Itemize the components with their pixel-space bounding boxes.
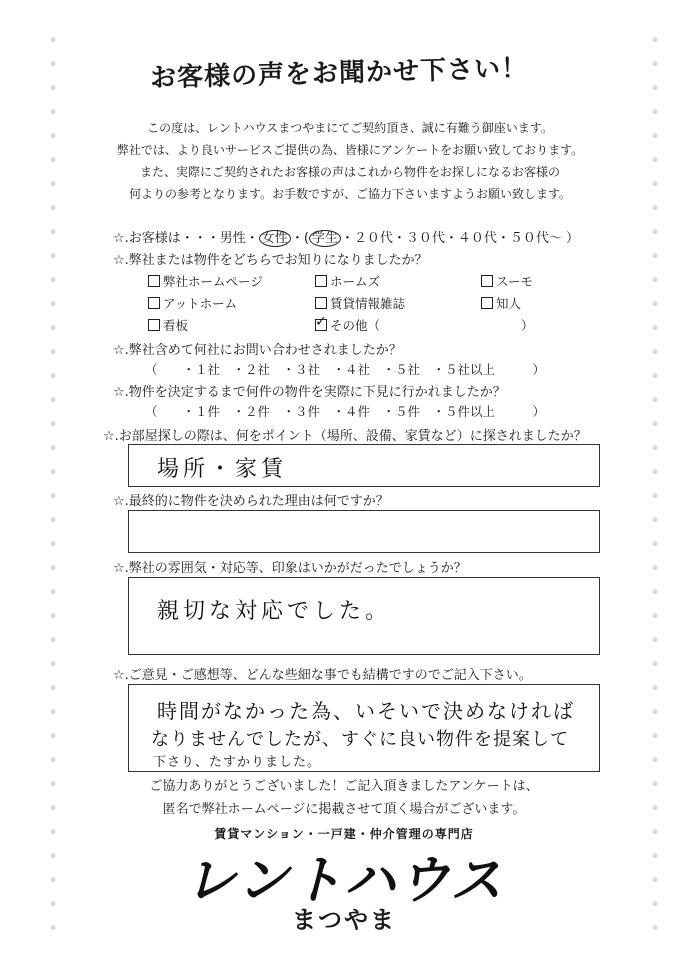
question-how-found: ☆.弊社または物件をどちらでお知りになりましたか？ <box>113 253 428 268</box>
option-suumo[interactable] <box>481 272 533 290</box>
company-tagline: 賃貸マンション・一戸建・仲介管理の専門店 <box>214 827 474 841</box>
footer-notice: 匿名で弊社ホームページに掲載させて頂く場合がございます。 <box>162 802 526 817</box>
checkbox[interactable] <box>148 275 160 287</box>
intro-text <box>100 117 600 205</box>
option-label: 賃貸情報雑誌 <box>330 296 406 311</box>
intro-line: また、実際にご契約されたお客様の声はこれから物件をお探しになるお客様の <box>139 165 560 179</box>
how-found-options <box>148 272 568 342</box>
q1-student-circled[interactable]: 学生 <box>309 230 341 247</box>
option-label: アットホーム <box>163 296 238 311</box>
search-points-answer: 場所・家賃 <box>157 457 288 482</box>
option-homes[interactable] <box>315 272 380 290</box>
option-label: 看板 <box>163 318 189 333</box>
option-other[interactable] <box>315 316 380 334</box>
viewing-count-choices[interactable]: （ ・１件 ・２件 ・３件 ・４件 ・５件 ・５件以上 ） <box>145 404 546 419</box>
option-other-close: ） <box>521 318 534 333</box>
question-comments: ☆.ご意見・ご感想等、どんな些細な事でも結構ですのでご記入下さい。 <box>113 668 532 683</box>
option-acquaintance[interactable] <box>481 294 521 312</box>
company-logo-sub: まつやま <box>292 906 396 934</box>
company-logo: レントハウス <box>183 851 505 911</box>
q1-rest: ・２０代・３０代・４０代・５０代～ ） <box>340 231 580 246</box>
impression-answer-box[interactable] <box>128 577 600 655</box>
option-label: 弊社ホームページ <box>163 274 263 289</box>
question-viewing-count: ☆.物件を決定するまで何件の物件を実際に下見に行かれましたか？ <box>113 385 506 400</box>
intro-line: この度は、レントハウスまつやまにてご契約頂き、誠に有難う御座います。 <box>147 121 553 135</box>
checkbox[interactable] <box>481 275 493 287</box>
question-customer-profile <box>113 227 579 246</box>
search-points-answer-box[interactable] <box>128 444 600 487</box>
q1-female-circled[interactable]: 女性 <box>259 230 291 247</box>
comments-answer-line: 下さり、たすかりました。 <box>153 755 322 770</box>
option-label: その他（ <box>330 318 381 333</box>
option-athome[interactable] <box>148 294 237 312</box>
page-title: お客様の声をお聞かせ下さい！ <box>149 53 529 94</box>
option-signboard[interactable] <box>148 316 188 334</box>
checkbox[interactable] <box>148 319 160 331</box>
q1-prefix: ☆.お客様は・・・男性・ <box>113 231 259 246</box>
comments-answer-line: 時間がなかった為、いそいで決めなければ <box>157 699 575 723</box>
intro-line: 弊社では、より良いサービスご提供の為、皆様にアンケートをお願い致しております。 <box>116 143 584 157</box>
option-rental-magazine[interactable] <box>315 294 405 312</box>
comments-answer-line: なりませんでしたが、すぐに良い物件を提案して <box>151 729 569 750</box>
inquiry-count-choices[interactable]: （ ・１社 ・２社 ・３社 ・４社 ・５社 ・５社以上 ） <box>145 362 546 377</box>
checkbox[interactable] <box>315 275 327 287</box>
option-label: ホームズ <box>330 274 381 289</box>
option-company-homepage[interactable] <box>148 272 263 290</box>
q1-sep: ・( <box>290 231 309 246</box>
checkbox-checked[interactable] <box>315 319 327 331</box>
checkbox[interactable] <box>148 297 160 309</box>
intro-line: 何よりの参考となります。お手数ですが、ご協力下さいますようお願い致します。 <box>128 187 572 201</box>
decision-reason-answer-box[interactable] <box>128 510 600 553</box>
option-label: 知人 <box>496 296 522 311</box>
question-impression: ☆.弊社の雰囲気・対応等、印象はいかがだったでしょうか？ <box>113 561 467 576</box>
question-search-points: ☆.お部屋探しの際は、何をポイント（場所、設備、家賃など）に探されましたか？ <box>103 429 587 444</box>
checkbox[interactable] <box>315 297 327 309</box>
question-inquiry-count: ☆.弊社含めて何社にお問い合わせされましたか？ <box>113 343 402 358</box>
footer-thanks: ご協力ありがとうございました！ご記入頂きましたアンケートは、 <box>149 779 539 794</box>
impression-answer: 親切な対応でした。 <box>157 599 392 624</box>
question-decision-reason: ☆.最終的に物件を決められた理由は何ですか？ <box>113 494 389 509</box>
right-decorative-border <box>644 30 666 930</box>
checkbox[interactable] <box>481 297 493 309</box>
comments-answer-box[interactable] <box>128 684 600 772</box>
left-decorative-border <box>42 30 64 930</box>
option-label: スーモ <box>496 274 533 289</box>
